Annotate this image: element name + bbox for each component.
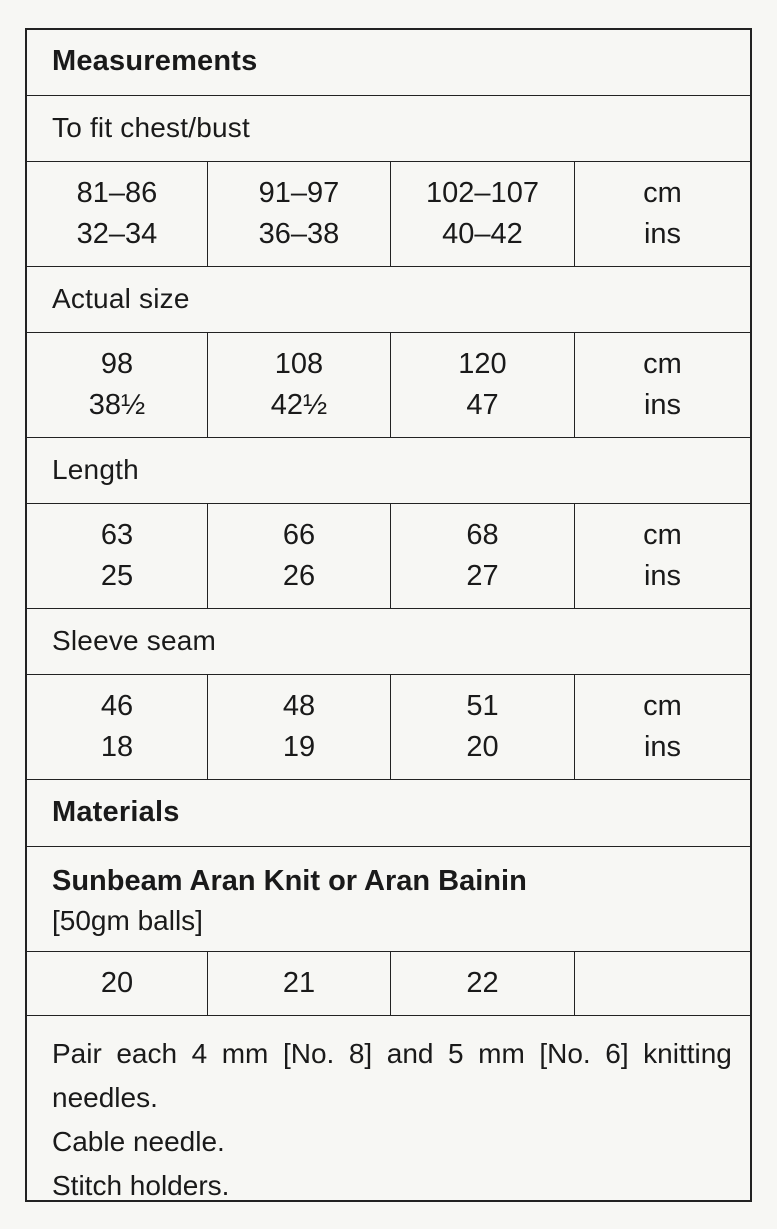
size-cell	[208, 162, 391, 266]
value-cm: 98	[100, 348, 134, 380]
unit-cell	[575, 675, 750, 779]
word: knitting	[643, 1038, 732, 1069]
needles-line-1	[52, 1032, 732, 1076]
word: mm	[221, 1038, 269, 1069]
yarn-unit: [50gm balls]	[52, 905, 203, 936]
unit-cell	[575, 504, 750, 608]
quantity-value: 21	[282, 967, 316, 999]
quantity-cell	[27, 952, 208, 1015]
unit-ins: ins	[643, 560, 682, 592]
size-cell	[391, 162, 575, 266]
size-cell	[27, 504, 208, 608]
word: mm	[478, 1038, 525, 1069]
value-cm: 66	[282, 519, 316, 551]
value-cm: 48	[282, 690, 316, 722]
section-label-chest: To fit chest/bust	[52, 112, 250, 143]
value-ins: 32–34	[76, 218, 158, 250]
unit-ins: ins	[643, 731, 682, 763]
section-label-row	[27, 96, 750, 162]
materials-heading-row	[27, 780, 750, 847]
word: 8]	[348, 1038, 373, 1069]
size-cell	[391, 333, 575, 437]
section-label-length: Length	[52, 454, 139, 485]
size-cell	[391, 504, 575, 608]
section-label-row	[27, 438, 750, 504]
size-cell	[208, 333, 391, 437]
size-cell	[391, 675, 575, 779]
value-cm: 102–107	[426, 177, 539, 209]
size-values-row	[27, 162, 750, 267]
unit-cm: cm	[643, 177, 682, 209]
value-ins: 26	[282, 560, 316, 592]
quantity-cell-empty	[575, 952, 750, 1015]
value-cm: 51	[466, 690, 499, 722]
materials-heading: Materials	[52, 796, 180, 828]
size-cell	[27, 162, 208, 266]
section-label-sleeve-seam: Sleeve seam	[52, 625, 217, 656]
section-label-row	[27, 267, 750, 333]
quantity-cell	[208, 952, 391, 1015]
unit-cm: cm	[643, 690, 682, 722]
value-ins: 42½	[270, 389, 328, 421]
size-values-row	[27, 504, 750, 609]
unit-cm: cm	[643, 348, 682, 380]
section-label-actual-size: Actual size	[52, 283, 190, 314]
value-ins: 36–38	[258, 218, 340, 250]
value-ins: 18	[100, 731, 134, 763]
value-ins: 47	[466, 389, 499, 421]
yarn-quantity-row	[27, 952, 750, 1016]
yarn-row	[27, 847, 750, 952]
value-ins: 27	[466, 560, 499, 592]
value-cm: 81–86	[76, 177, 158, 209]
size-cell	[208, 675, 391, 779]
size-cell	[208, 504, 391, 608]
unit-cell	[575, 162, 750, 266]
quantity-value: 20	[100, 967, 134, 999]
value-ins: 19	[282, 731, 316, 763]
unit-cell	[575, 333, 750, 437]
value-cm: 108	[274, 348, 324, 380]
unit-ins: ins	[643, 389, 682, 421]
value-cm: 63	[100, 519, 134, 551]
value-ins: 38½	[88, 389, 146, 421]
pattern-info-table	[25, 28, 752, 1202]
word: 6]	[605, 1038, 629, 1069]
size-values-row	[27, 333, 750, 438]
word: Pair	[52, 1038, 102, 1069]
section-label-row	[27, 609, 750, 675]
notions-row	[27, 1016, 750, 1202]
word: [No.	[539, 1038, 591, 1069]
word: each	[116, 1038, 178, 1069]
measurements-heading-row	[27, 30, 750, 96]
unit-ins: ins	[643, 218, 682, 250]
size-cell	[27, 675, 208, 779]
word: [No.	[282, 1038, 335, 1069]
stitch-holders: Stitch holders.	[52, 1170, 230, 1201]
yarn-name: Sunbeam Aran Knit or Aran Bainin	[52, 865, 527, 897]
value-ins: 25	[100, 560, 134, 592]
size-values-row	[27, 675, 750, 780]
notions-text	[52, 1032, 732, 1208]
value-cm: 68	[466, 519, 499, 551]
quantity-cell	[391, 952, 575, 1015]
word: 5	[448, 1038, 464, 1069]
word: 4	[191, 1038, 208, 1069]
unit-cm: cm	[643, 519, 682, 551]
value-ins: 40–42	[442, 218, 523, 250]
needles-line-2: needles.	[52, 1082, 158, 1113]
size-cell	[27, 333, 208, 437]
measurements-heading: Measurements	[52, 45, 258, 77]
value-cm: 120	[458, 348, 507, 380]
value-cm: 46	[100, 690, 134, 722]
word: and	[386, 1038, 434, 1069]
value-ins: 20	[466, 731, 499, 763]
value-cm: 91–97	[258, 177, 340, 209]
cable-needle: Cable needle.	[52, 1126, 225, 1157]
quantity-value: 22	[466, 967, 499, 999]
